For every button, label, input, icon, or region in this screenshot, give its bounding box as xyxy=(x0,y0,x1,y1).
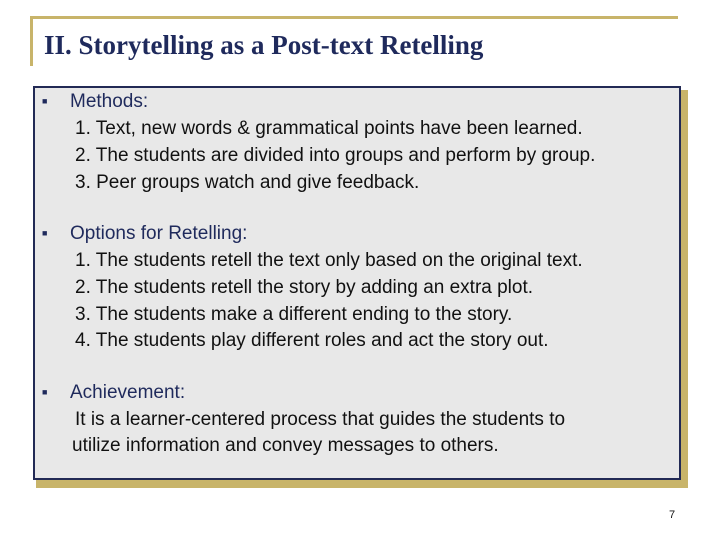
section-heading-options: Options for Retelling: xyxy=(70,223,248,244)
methods-line-2: 2. The students are divided into groups and perform by group. xyxy=(75,145,596,166)
bullet-square-icon: ■ xyxy=(42,96,48,106)
title-frame-left xyxy=(30,16,33,66)
bullet-square-icon: ■ xyxy=(42,228,48,238)
options-line-3: 3. The students make a different ending to the story. xyxy=(75,304,513,325)
options-line-4: 4. The students play different roles and act the story out. xyxy=(75,330,549,351)
section-heading-achievement: Achievement: xyxy=(70,382,186,403)
methods-line-1: 1. Text, new words & grammatical points have been learned. xyxy=(75,118,583,139)
bullet-square-icon: ■ xyxy=(42,387,48,397)
achievement-line-1: It is a learner-centered process that guides the students to xyxy=(75,409,566,430)
slide-title: II. Storytelling as a Post-text Retelling xyxy=(44,30,484,60)
options-line-1: 1. The students retell the text only based on the original text. xyxy=(75,250,583,271)
section-heading-methods: Methods: xyxy=(70,91,149,112)
achievement-line-2: utilize information and convey messages to others. xyxy=(72,435,499,456)
title-frame-top xyxy=(32,16,678,19)
page-number: 7 xyxy=(669,509,676,521)
options-line-2: 2. The students retell the story by adding an extra plot. xyxy=(75,277,534,298)
methods-line-3: 3. Peer groups watch and give feedback. xyxy=(75,172,420,193)
